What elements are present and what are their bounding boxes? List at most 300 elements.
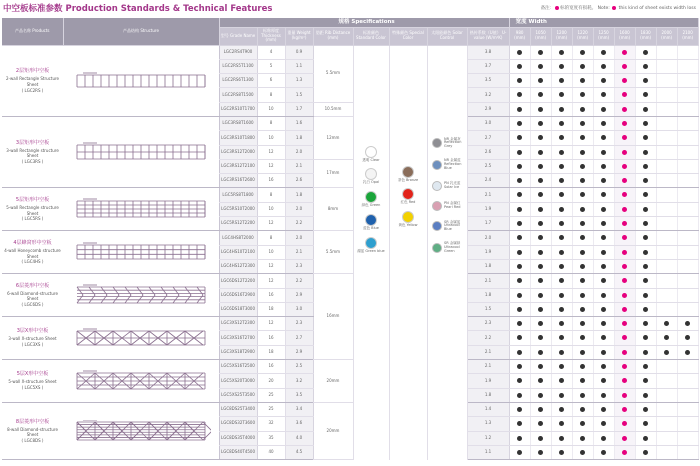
black-dot-icon	[580, 50, 585, 55]
col-width-6: 1830 (mm)	[635, 27, 656, 45]
width-availability	[656, 202, 677, 216]
width-availability	[530, 445, 551, 459]
thickness-value: 25	[257, 388, 285, 402]
standard-color-swatch	[355, 191, 388, 208]
width-availability	[635, 59, 656, 73]
width-availability	[656, 45, 677, 59]
width-availability	[635, 388, 656, 402]
width-availability	[551, 302, 572, 316]
weight-value: 3.4	[285, 402, 313, 416]
width-availability	[530, 259, 551, 273]
col-width-3: 1220 (mm)	[572, 27, 593, 45]
width-availability	[509, 274, 530, 288]
col-width-1: 1050 (mm)	[530, 27, 551, 45]
grade-name: LGC5RS8T1800	[219, 188, 257, 202]
width-availability	[656, 402, 677, 416]
spec-table	[2, 18, 699, 460]
width-availability	[656, 188, 677, 202]
width-availability	[509, 388, 530, 402]
product-code: ( LGC5RS )	[21, 216, 44, 222]
weight-value: 1.8	[285, 188, 313, 202]
black-dot-icon	[559, 235, 564, 240]
width-availability	[509, 74, 530, 88]
width-availability	[677, 331, 698, 345]
width-availability	[635, 345, 656, 359]
black-dot-icon	[559, 164, 564, 169]
width-availability	[614, 74, 635, 88]
u-value: 2.1	[467, 360, 509, 374]
black-dot-icon	[538, 107, 543, 112]
width-availability	[677, 188, 698, 202]
product-name	[2, 188, 63, 231]
width-availability	[614, 102, 635, 116]
product-code: ( LGC4HS )	[21, 259, 44, 265]
width-availability	[593, 59, 614, 73]
width-availability	[614, 445, 635, 459]
solar-color-swatch	[429, 159, 466, 171]
col-width-2: 1200 (mm)	[551, 27, 572, 45]
black-dot-icon	[559, 378, 564, 383]
black-dot-icon	[643, 364, 648, 369]
width-availability	[656, 245, 677, 259]
color-circle-icon	[365, 146, 377, 158]
black-dot-icon	[538, 407, 543, 412]
width-availability	[677, 59, 698, 73]
color-label: 红色 Red	[400, 200, 416, 205]
grade-name: LGC3RS16T2600	[219, 174, 257, 188]
black-dot-icon	[580, 221, 585, 226]
black-dot-icon	[538, 64, 543, 69]
black-dot-icon	[559, 221, 564, 226]
weight-value: 2.2	[285, 274, 313, 288]
thickness-value: 4	[257, 45, 285, 59]
rib-distance: 8mm	[313, 188, 353, 231]
grade-name: LGC2RS4T900	[219, 45, 257, 59]
width-availability	[635, 274, 656, 288]
width-availability	[593, 259, 614, 273]
u-value: 3.2	[467, 88, 509, 102]
thickness-value: 12	[257, 217, 285, 231]
black-dot-icon	[601, 393, 606, 398]
black-dot-icon	[601, 450, 606, 455]
black-dot-icon	[538, 78, 543, 83]
product-name-en: 3-wall X-structure Sheet	[8, 336, 57, 342]
width-availability	[656, 331, 677, 345]
width-availability	[635, 317, 656, 331]
rib-distance: 10.5mm	[313, 102, 353, 116]
weight-value: 1.7	[285, 102, 313, 116]
black-dot-icon	[559, 364, 564, 369]
width-availability	[656, 131, 677, 145]
black-dot-icon	[580, 393, 585, 398]
width-availability	[677, 231, 698, 245]
width-availability	[593, 159, 614, 173]
width-availability	[509, 159, 530, 173]
solar-color-swatch	[429, 181, 466, 191]
black-dot-icon	[517, 92, 522, 97]
product-name-en: 5-wall Rectangle structure Sheet	[6, 205, 59, 216]
width-availability	[656, 274, 677, 288]
width-availability	[509, 188, 530, 202]
width-availability	[614, 274, 635, 288]
standard-color-swatch	[355, 214, 388, 231]
structure-3rs-diagram	[71, 141, 211, 163]
black-dot-icon	[643, 450, 648, 455]
width-availability	[677, 131, 698, 145]
black-dot-icon	[643, 164, 648, 169]
grade-name: LGC4HS10T2100	[219, 245, 257, 259]
width-availability	[593, 288, 614, 302]
weight-value: 2.0	[285, 231, 313, 245]
black-dot-icon	[517, 407, 522, 412]
width-availability	[572, 302, 593, 316]
black-dot-icon	[538, 121, 543, 126]
width-availability	[677, 288, 698, 302]
color-label: 湖蓝 Green blue	[357, 248, 385, 253]
width-availability	[656, 345, 677, 359]
width-availability	[656, 174, 677, 188]
color-label: 绿色 Green	[361, 203, 381, 208]
width-availability	[593, 445, 614, 459]
black-dot-icon	[580, 264, 585, 269]
width-availability	[656, 102, 677, 116]
width-availability	[593, 245, 614, 259]
width-availability	[572, 360, 593, 374]
width-availability	[530, 145, 551, 159]
grade-name: LGC6DS12T2200	[219, 274, 257, 288]
black-dot-icon	[538, 207, 543, 212]
width-availability	[677, 274, 698, 288]
u-value: 1.1	[467, 445, 509, 459]
width-availability	[509, 360, 530, 374]
width-availability	[572, 259, 593, 273]
width-availability	[614, 45, 635, 59]
product-code: ( LGC6DS )	[21, 301, 44, 307]
pink-dot-icon	[622, 121, 627, 126]
black-dot-icon	[643, 192, 648, 197]
width-availability	[530, 217, 551, 231]
product-name-en: 5-wall X-structure Sheet	[8, 379, 57, 385]
col-width-5: 1600 (mm)	[614, 27, 635, 45]
width-availability	[572, 74, 593, 88]
product-name	[2, 274, 63, 317]
thickness-value: 12	[257, 259, 285, 273]
pink-dot-icon	[622, 107, 627, 112]
black-dot-icon	[580, 121, 585, 126]
width-availability	[614, 288, 635, 302]
grade-name: LGC4HS12T2300	[219, 259, 257, 273]
width-availability	[614, 331, 635, 345]
width-availability	[551, 202, 572, 216]
width-availability	[614, 231, 635, 245]
width-availability	[635, 159, 656, 173]
black-dot-icon	[601, 150, 606, 155]
width-availability	[656, 445, 677, 459]
black-dot-icon	[517, 164, 522, 169]
width-availability	[509, 331, 530, 345]
black-dot-icon	[643, 278, 648, 283]
black-dot-icon	[517, 107, 522, 112]
black-dot-icon	[517, 64, 522, 69]
black-dot-icon	[643, 264, 648, 269]
width-availability	[614, 159, 635, 173]
black-dot-icon	[685, 321, 690, 326]
width-availability	[614, 417, 635, 431]
u-value: 2.1	[467, 345, 509, 359]
grade-name: LGC3XS12T2300	[219, 317, 257, 331]
weight-value: 3.0	[285, 302, 313, 316]
weight-value: 4.0	[285, 431, 313, 445]
pink-dot-icon	[622, 421, 627, 426]
width-availability	[593, 102, 614, 116]
color-label: PN 乳光蓝 Solar Ice	[444, 180, 461, 189]
col-standard-color: 标准颜色 Standard Color	[353, 27, 389, 45]
width-availability	[677, 374, 698, 388]
special-color-swatch	[391, 166, 426, 183]
product-name-cn: 2层矩形中空板	[15, 68, 50, 75]
black-dot-icon	[685, 335, 690, 340]
width-availability	[656, 231, 677, 245]
thickness-value: 16	[257, 360, 285, 374]
width-availability	[656, 302, 677, 316]
structure-2rs-diagram	[71, 70, 211, 92]
black-dot-icon	[601, 178, 606, 183]
pink-dot-icon	[622, 64, 627, 69]
width-availability	[635, 288, 656, 302]
product-name-en: 6-wall Diamond-structure Sheet	[7, 290, 58, 302]
thickness-value: 8	[257, 231, 285, 245]
width-availability	[530, 331, 551, 345]
width-availability	[572, 145, 593, 159]
table-row	[2, 188, 698, 202]
black-dot-icon	[601, 307, 606, 312]
black-dot-icon	[517, 250, 522, 255]
width-availability	[635, 402, 656, 416]
page-title: 中空板标准参数 Production Standards & Technical Features	[3, 4, 273, 14]
width-availability	[551, 131, 572, 145]
black-dot-icon	[601, 121, 606, 126]
width-availability	[551, 274, 572, 288]
black-dot-icon	[559, 178, 564, 183]
solar-color-swatch	[429, 138, 466, 150]
width-availability	[656, 259, 677, 273]
black-dot-icon	[538, 421, 543, 426]
width-availability	[677, 145, 698, 159]
black-dot-icon	[601, 264, 606, 269]
black-dot-icon	[538, 350, 543, 355]
width-availability	[509, 217, 530, 231]
width-availability	[530, 188, 551, 202]
black-dot-icon	[538, 178, 543, 183]
width-availability	[530, 431, 551, 445]
black-dot-icon	[601, 293, 606, 298]
black-dot-icon	[580, 350, 585, 355]
thickness-value: 35	[257, 431, 285, 445]
black-dot-icon	[538, 293, 543, 298]
grade-name: LGC8DS35T4000	[219, 431, 257, 445]
grade-name: LGC2RS6T1300	[219, 74, 257, 88]
width-availability	[677, 360, 698, 374]
black-dot-icon	[643, 221, 648, 226]
pink-dot-icon	[622, 278, 627, 283]
width-availability	[572, 217, 593, 231]
u-value: 3.8	[467, 45, 509, 59]
black-dot-icon	[643, 335, 648, 340]
color-circle-icon	[365, 191, 377, 203]
width-availability	[530, 417, 551, 431]
width-availability	[530, 131, 551, 145]
width-availability	[677, 88, 698, 102]
weight-value: 2.0	[285, 202, 313, 216]
black-dot-icon	[517, 335, 522, 340]
black-dot-icon	[643, 250, 648, 255]
width-availability	[572, 374, 593, 388]
width-availability	[656, 388, 677, 402]
width-availability	[551, 345, 572, 359]
width-availability	[530, 116, 551, 130]
u-value: 2.3	[467, 317, 509, 331]
weight-value: 2.1	[285, 159, 313, 173]
black-dot-icon	[643, 235, 648, 240]
thickness-value: 32	[257, 417, 285, 431]
width-availability	[677, 445, 698, 459]
black-dot-icon	[601, 235, 606, 240]
product-code: ( LGC3XS )	[21, 342, 44, 348]
thickness-value: 10	[257, 202, 285, 216]
black-dot-icon	[643, 150, 648, 155]
width-availability	[551, 116, 572, 130]
black-dot-icon	[559, 264, 564, 269]
color-label: 乳白 Opal	[362, 180, 380, 185]
width-availability	[656, 74, 677, 88]
width-availability	[509, 145, 530, 159]
rib-distance: 5.5mm	[313, 45, 353, 102]
black-dot-icon	[517, 378, 522, 383]
structure-5rs-diagram	[71, 198, 211, 220]
table-row	[2, 116, 698, 130]
width-availability	[635, 302, 656, 316]
width-availability	[677, 102, 698, 116]
width-availability	[635, 45, 656, 59]
pink-dot-icon	[622, 235, 627, 240]
width-availability	[509, 45, 530, 59]
weight-value: 3.2	[285, 374, 313, 388]
col-u-value: 热传系数（U值） U-value (W/m²K)	[467, 27, 509, 45]
color-label: 透明 Clear	[362, 157, 380, 162]
black-dot-icon	[559, 50, 564, 55]
black-dot-icon	[580, 178, 585, 183]
black-dot-icon	[643, 121, 648, 126]
thickness-value: 10	[257, 102, 285, 116]
width-availability	[530, 374, 551, 388]
black-dot-icon	[580, 92, 585, 97]
weight-value: 3.6	[285, 417, 313, 431]
width-availability	[656, 317, 677, 331]
width-availability	[614, 259, 635, 273]
width-availability	[656, 374, 677, 388]
grade-name: LGC8DS32T3600	[219, 417, 257, 431]
black-dot-icon	[580, 450, 585, 455]
width-availability	[614, 202, 635, 216]
black-dot-icon	[538, 235, 543, 240]
structure-4hs-diagram	[71, 241, 211, 263]
thickness-value: 16	[257, 288, 285, 302]
width-availability	[572, 288, 593, 302]
width-availability	[572, 45, 593, 59]
col-solar-control: 太阳能颜色 Solar Control	[427, 27, 467, 45]
width-availability	[635, 245, 656, 259]
width-availability	[614, 302, 635, 316]
black-dot-icon	[538, 192, 543, 197]
rib-distance: 20mm	[313, 360, 353, 403]
grade-name: LGC2RS10T1700	[219, 102, 257, 116]
width-availability	[614, 59, 635, 73]
width-availability	[572, 345, 593, 359]
width-availability	[593, 202, 614, 216]
width-availability	[551, 45, 572, 59]
black-dot-icon	[517, 192, 522, 197]
structure-cell	[63, 116, 219, 187]
width-availability	[656, 88, 677, 102]
u-value: 1.9	[467, 245, 509, 259]
black-dot-icon	[517, 436, 522, 441]
grade-name: LGC3RS12T2000	[219, 145, 257, 159]
width-availability	[509, 259, 530, 273]
grade-name: LGC5XS20T3000	[219, 374, 257, 388]
width-availability	[509, 431, 530, 445]
width-availability	[551, 402, 572, 416]
grade-name: LGC3XS16T2700	[219, 331, 257, 345]
table-row	[2, 402, 698, 416]
special-colors-column	[389, 45, 427, 460]
width-availability	[635, 445, 656, 459]
product-name-cn: 3层X形中空板	[16, 328, 49, 335]
width-availability	[530, 360, 551, 374]
black-dot-icon	[601, 207, 606, 212]
width-availability	[593, 274, 614, 288]
col-product: 产品名称 Products	[2, 18, 63, 45]
black-dot-icon	[517, 207, 522, 212]
thickness-value: 8	[257, 188, 285, 202]
black-dot-icon	[601, 78, 606, 83]
black-dot-icon	[580, 250, 585, 255]
col-specifications: 规格 Specifications	[219, 18, 509, 27]
black-dot-icon	[517, 278, 522, 283]
color-circle-icon	[365, 237, 377, 249]
black-dot-icon	[664, 321, 669, 326]
width-availability	[509, 102, 530, 116]
width-availability	[614, 245, 635, 259]
black-dot-icon	[601, 407, 606, 412]
width-availability	[551, 374, 572, 388]
product-name-cn: 8层菱形中空板	[15, 418, 50, 425]
width-availability	[530, 102, 551, 116]
black-dot-icon	[601, 64, 606, 69]
pink-dot-icon	[622, 393, 627, 398]
black-dot-icon	[643, 407, 648, 412]
width-availability	[572, 417, 593, 431]
black-dot-icon	[601, 364, 606, 369]
black-dot-icon	[517, 450, 522, 455]
u-value: 2.1	[467, 188, 509, 202]
black-dot-icon	[559, 121, 564, 126]
color-label: PN 金属红 Pearl Red	[444, 200, 461, 209]
width-availability	[572, 245, 593, 259]
solar-color-swatch	[429, 221, 466, 233]
black-dot-icon	[601, 378, 606, 383]
width-availability	[551, 317, 572, 331]
special-color-swatch	[391, 188, 426, 205]
